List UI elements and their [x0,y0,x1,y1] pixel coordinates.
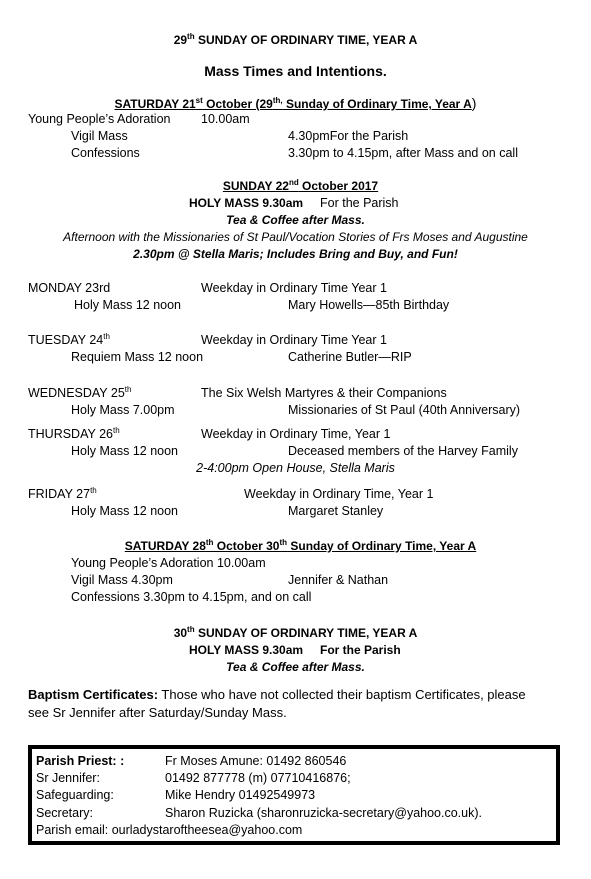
bulletin-title: 29th SUNDAY OF ORDINARY TIME, YEAR A [173,32,418,47]
friday-intent: Margaret Stanley [288,504,384,518]
sat21-vigil-label: Vigil Mass [71,129,128,143]
tuesday-day: TUESDAY 24th [28,331,110,347]
sr-jennifer-label: Sr Jennifer: [36,771,100,785]
thursday-day: THURSDAY 26th [28,425,120,441]
sunday-22-heading: SUNDAY 22nd October 2017 [222,178,379,193]
secretary-label: Secretary: [36,806,93,820]
sat21-confessions-label: Confessions [71,146,140,160]
sun22-tea-coffee: Tea & Coffee after Mass. [226,213,365,227]
sat21-adoration-label: Young People’s Adoration [28,112,171,126]
next-sunday-title: 30th SUNDAY OF ORDINARY TIME, YEAR A [173,625,418,640]
parish-priest-label: Parish Priest: : [36,754,125,768]
sun22-mass-label: HOLY MASS 9.30am [189,196,304,210]
saturday-21-heading: SATURDAY 21st October ($29^{th,}$ Sunday of Ordinary Time, Year A) [114,95,477,111]
sat21-vigil-intent: 4.30pmFor the Parish [288,129,409,143]
wednesday-day: WEDNESDAY 25th [28,384,132,400]
sat21-adoration-time: 10.00am [201,112,250,126]
monday-intent: Mary Howells—85th Birthday [288,298,450,312]
wednesday-intent: Missionaries of St Paul (40th Anniversary) [288,403,521,417]
parish-email-value: ourladystaroftheesea@yahoo.com [111,823,303,837]
thursday-open-house: 2-4:00pm Open House, Stella Maris [196,461,395,475]
next-sunday-mass-label: HOLY MASS 9.30am [189,643,304,657]
wednesday-mass: Holy Mass 7.00pm [71,403,175,417]
friday-mass: Holy Mass 12 noon [71,504,179,518]
baptism-notice-line1: Baptism Certificates: Those who have not collected their baptism Certificates, please [28,687,526,702]
thursday-feast: Weekday in Ordinary Time, Year 1 [201,427,391,441]
thursday-mass: Holy Mass 12 noon [71,444,179,458]
tuesday-feast: Weekday in Ordinary Time Year 1 [201,333,387,347]
sat21-confessions-time: 3.30pm to 4.15pm, after Mass and on call [288,146,518,160]
parish-email-line: Parish email: ourladystaroftheesea@yahoo.com [36,823,303,837]
next-sunday-mass-intent: For the Parish [320,643,401,657]
secretary-value: Sharon Ruzicka (sharonruzicka-secretary@yahoo.co.uk). [165,806,482,820]
friday-feast: Weekday in Ordinary Time, Year 1 [244,487,434,501]
sat28-vigil: Vigil Mass 4.30pm [71,573,173,587]
sun22-afternoon-details: 2.30pm @ Stella Maris; Includes Bring and Buy, and Fun! [133,247,458,261]
saturday-28-heading: SATURDAY 28th October 30th Sunday of Ordinary Time, Year A [124,538,477,553]
monday-feast: Weekday in Ordinary Time Year 1 [201,281,387,295]
sat28-vigil-intent: Jennifer & Nathan [288,573,389,587]
friday-day: FRIDAY 27th [28,485,97,501]
sun22-afternoon-event: Afternoon with the Missionaries of St Paul/Vocation Stories of Frs Moses and Augustine [63,230,528,244]
next-sunday-tea-coffee: Tea & Coffee after Mass. [226,660,365,674]
sat28-adoration: Young People’s Adoration 10.00am [71,556,266,570]
thursday-intent: Deceased members of the Harvey Family [288,444,518,458]
monday-day: MONDAY 23rd [28,281,111,295]
baptism-notice-line2: see Sr Jennifer after Saturday/Sunday Mass. [28,705,287,720]
baptism-notice-label: Baptism Certificates: [28,687,159,702]
tuesday-intent: Catherine Butler—RIP [288,350,412,364]
safeguarding-label: Safeguarding: [36,788,114,802]
sr-jennifer-value: 01492 877778 (m) 07710416876; [165,771,351,785]
parish-priest-value: Fr Moses Amune: 01492 860546 [165,754,347,768]
sat28-confessions: Confessions 3.30pm to 4.15pm, and on call [71,590,312,604]
safeguarding-value: Mike Hendry 01492549973 [165,788,316,802]
monday-mass: Holy Mass 12 noon [74,298,182,312]
mass-times-heading: Mass Times and Intentions. [204,63,387,79]
wednesday-feast: The Six Welsh Martyres & their Companions [201,386,447,400]
tuesday-mass: Requiem Mass 12 noon [71,350,204,364]
sun22-mass-intent: For the Parish [320,196,399,210]
